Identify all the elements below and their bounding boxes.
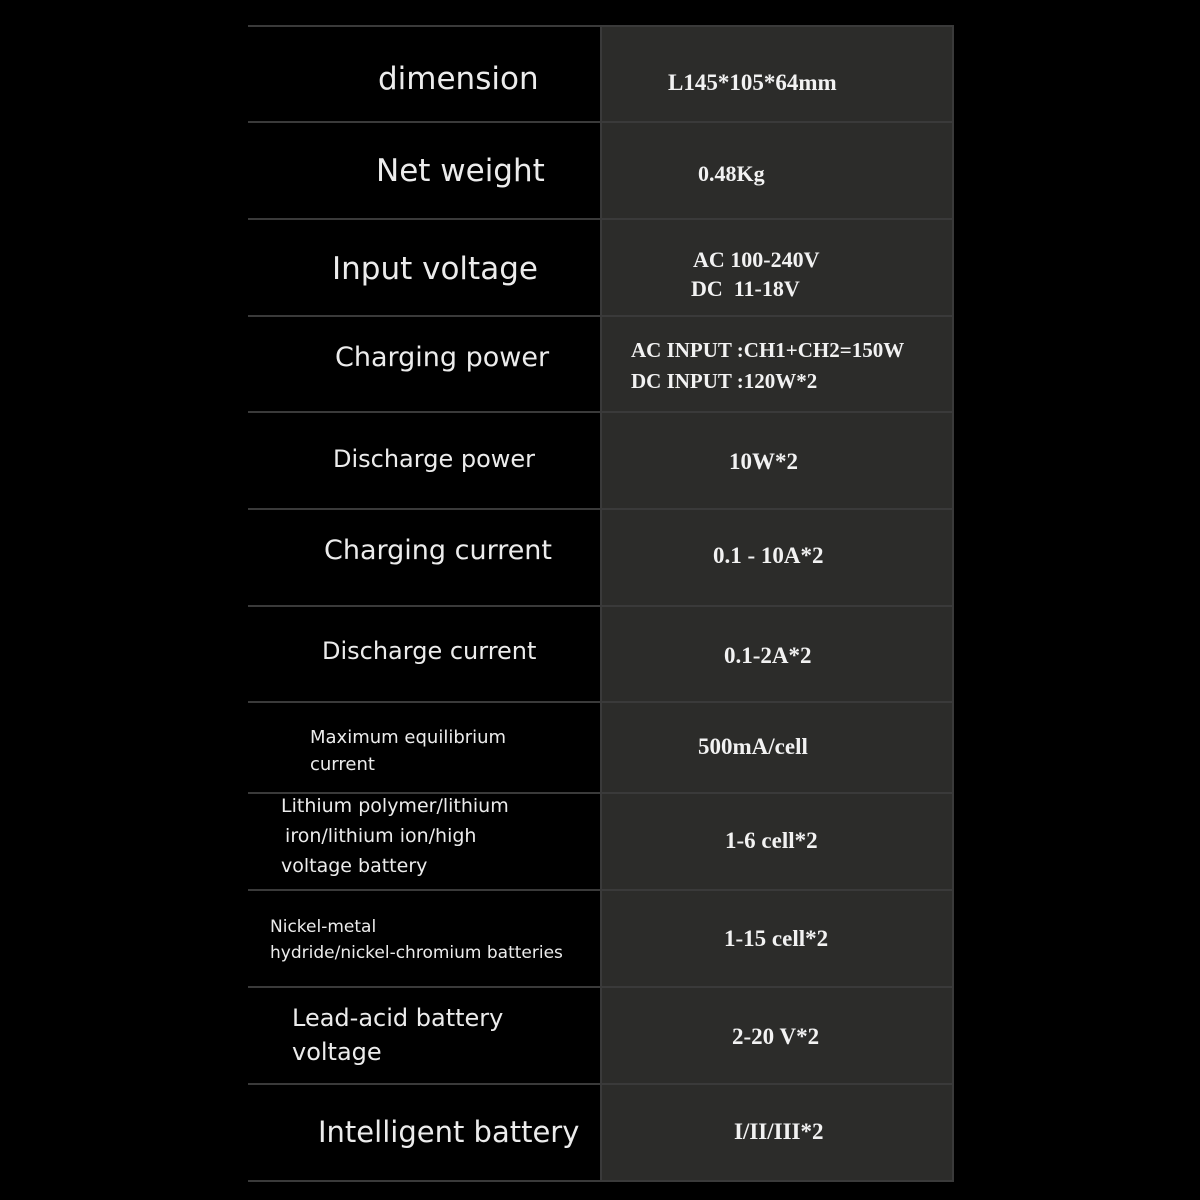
spec-label-cell xyxy=(248,988,600,1083)
spec-row-lead-acid-battery-voltage xyxy=(248,988,954,1085)
spec-row-input-voltage xyxy=(248,220,954,317)
spec-label-cell xyxy=(248,27,600,121)
spec-label-line-2: iron/lithium ion/high xyxy=(279,825,477,847)
spec-value-cell xyxy=(600,413,954,508)
spec-value: 500mA/cell xyxy=(698,734,808,759)
spec-value: L145*105*64mm xyxy=(668,70,837,95)
spec-value-cell xyxy=(600,703,954,792)
spec-row-discharge-power xyxy=(248,413,954,510)
spec-value: 1-15 cell*2 xyxy=(724,926,829,951)
spec-label-cell xyxy=(248,220,600,315)
spec-label-line-1: Nickel-metal xyxy=(270,917,377,937)
spec-value-cell xyxy=(600,220,954,315)
spec-label-line-2: voltage xyxy=(292,1038,382,1066)
spec-value-cell xyxy=(600,1085,954,1180)
spec-row-maximum-equilibrium-current xyxy=(248,703,954,794)
spec-row-charging-current xyxy=(248,510,954,607)
spec-label-cell xyxy=(248,703,600,792)
spec-value-cell xyxy=(600,891,954,986)
spec-row-lithium-battery xyxy=(248,794,954,891)
spec-value-cell xyxy=(600,317,954,411)
spec-value-cell xyxy=(600,794,954,889)
spec-label: Intelligent battery xyxy=(318,1115,580,1149)
spec-value-cell xyxy=(600,988,954,1083)
spec-value: 0.1 - 10A*2 xyxy=(713,543,824,568)
spec-value: 1-6 cell*2 xyxy=(725,828,818,853)
spec-value-cell xyxy=(600,27,954,121)
spec-label-line-1: Lithium polymer/lithium xyxy=(281,795,509,817)
spec-value: 10W*2 xyxy=(729,449,798,474)
spec-label-cell xyxy=(248,891,600,986)
spec-row-nickel-battery xyxy=(248,891,954,988)
spec-value-cell xyxy=(600,607,954,701)
spec-row-dimension xyxy=(248,25,954,123)
spec-label-line-2: hydride/nickel-chromium batteries xyxy=(270,943,563,963)
spec-label-cell xyxy=(248,607,600,701)
spec-value: 0.48Kg xyxy=(698,161,765,186)
spec-row-charging-power xyxy=(248,317,954,413)
spec-value: 2-20 V*2 xyxy=(732,1024,820,1049)
spec-value-cell xyxy=(600,510,954,605)
spec-value: I/II/III*2 xyxy=(734,1119,824,1144)
spec-label-line-3: voltage battery xyxy=(281,855,428,877)
spec-value-line-1: AC INPUT :CH1+CH2=150W xyxy=(631,338,905,362)
spec-label: Net weight xyxy=(376,153,545,189)
spec-label-line-2: current xyxy=(310,754,375,775)
spec-label: dimension xyxy=(378,61,539,97)
spec-label: Discharge power xyxy=(333,445,536,473)
spec-row-intelligent-battery xyxy=(248,1085,954,1182)
spec-label: Discharge current xyxy=(322,637,537,665)
spec-label-cell xyxy=(248,510,600,605)
spec-value-cell xyxy=(600,123,954,218)
spec-table xyxy=(248,25,954,1182)
spec-label-cell xyxy=(248,1085,600,1180)
spec-label-line-1: Maximum equilibrium xyxy=(310,727,507,748)
spec-label-cell xyxy=(248,794,600,889)
spec-value-line-2: DC 11-18V xyxy=(691,276,800,301)
spec-label-cell xyxy=(248,413,600,508)
spec-label-line-1: Lead-acid battery xyxy=(292,1004,504,1032)
spec-label-cell xyxy=(248,317,600,411)
spec-label: Input voltage xyxy=(332,251,538,287)
spec-value-line-2: DC INPUT :120W*2 xyxy=(631,369,818,393)
spec-label: Charging power xyxy=(335,342,550,373)
spec-value-line-1: AC 100-240V xyxy=(693,247,820,272)
spec-label: Charging current xyxy=(324,535,553,566)
spec-label-cell xyxy=(248,123,600,218)
spec-row-net-weight xyxy=(248,123,954,220)
spec-row-discharge-current xyxy=(248,607,954,703)
spec-value: 0.1-2A*2 xyxy=(724,643,812,668)
